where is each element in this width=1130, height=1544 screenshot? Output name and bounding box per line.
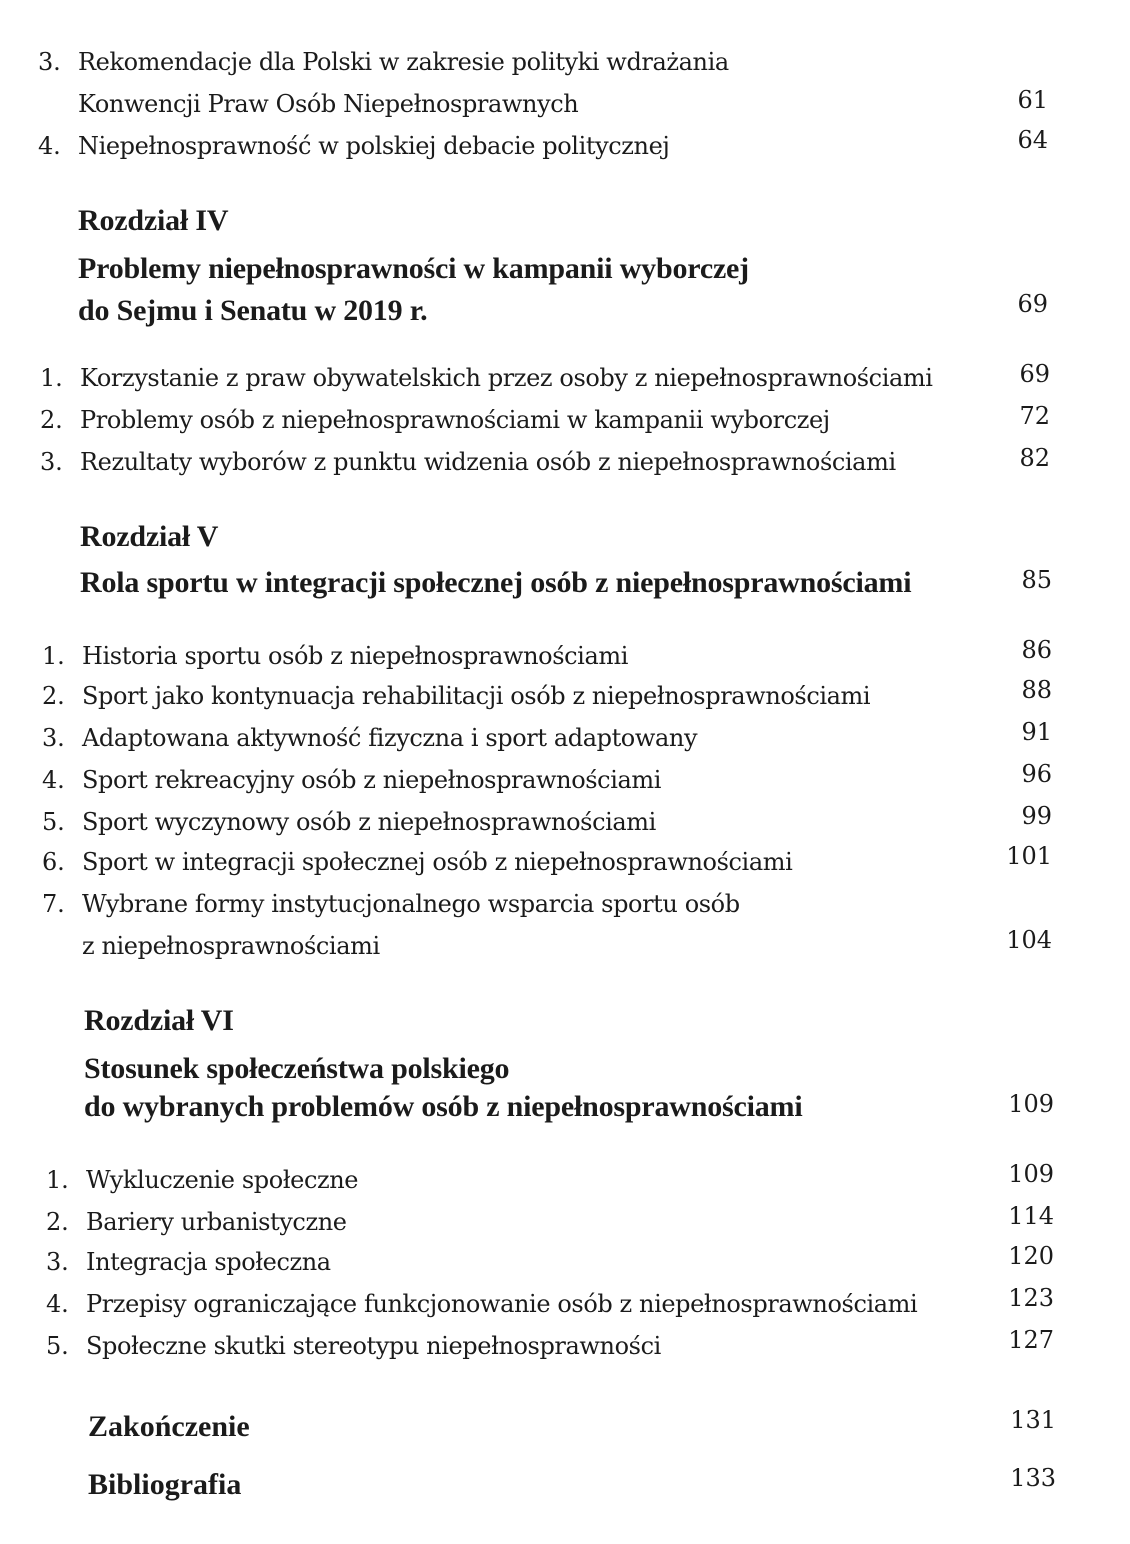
entry-number: 3. xyxy=(38,48,61,76)
entry-page: 64 xyxy=(1017,126,1048,154)
entry-page: 91 xyxy=(1021,718,1052,746)
entry-title: Wykluczenie społeczne xyxy=(86,1166,359,1194)
entry-title: Bariery urbanistyczne xyxy=(86,1208,347,1236)
entry-number: 2. xyxy=(42,682,65,710)
entry-page: 120 xyxy=(1008,1242,1054,1270)
chapter-title: Problemy niepełnosprawności w kampanii wyborczej xyxy=(78,252,749,285)
entry-title: Integracja społeczna xyxy=(86,1248,331,1276)
toc-entry xyxy=(0,126,1130,166)
entry-title: Sport rekreacyjny osób z niepełnosprawnościami xyxy=(82,766,662,794)
entry-number: 1. xyxy=(42,642,65,670)
entry-page: 127 xyxy=(1008,1326,1054,1354)
toc-entry-continued xyxy=(0,926,1130,966)
closing-title: Bibliografia xyxy=(88,1468,242,1501)
entry-number: 1. xyxy=(46,1166,69,1194)
entry-title: Adaptowana aktywność fizyczna i sport adaptowany xyxy=(82,724,698,752)
chapter-label: Rozdział V xyxy=(80,520,219,553)
entry-page: 72 xyxy=(1019,402,1050,430)
entry-title: Wybrane formy instytucjonalnego wsparcia sportu osób xyxy=(82,890,740,918)
toc-entry xyxy=(0,400,1130,440)
entry-number: 3. xyxy=(46,1248,69,1276)
toc-entry xyxy=(0,884,1130,924)
chapter-page: 109 xyxy=(1008,1090,1054,1118)
entry-number: 5. xyxy=(46,1332,69,1360)
chapter-page: 69 xyxy=(1017,290,1048,318)
entry-title: Historia sportu osób z niepełnosprawnościami xyxy=(82,642,628,670)
entry-title: Rekomendacje dla Polski w zakresie polityki wdrażania xyxy=(78,48,729,76)
toc-entry xyxy=(0,1202,1130,1242)
entry-number: 2. xyxy=(46,1208,69,1236)
chapter-title: do Sejmu i Senatu w 2019 r. xyxy=(78,294,428,327)
entry-page: 88 xyxy=(1021,676,1052,704)
entry-number: 6. xyxy=(42,848,65,876)
toc-entry xyxy=(0,358,1130,398)
entry-number: 1. xyxy=(40,364,63,392)
entry-title: Konwencji Praw Osób Niepełnosprawnych xyxy=(78,90,579,118)
entry-number: 2. xyxy=(40,406,63,434)
closing-page: 131 xyxy=(1010,1406,1056,1434)
entry-page: 82 xyxy=(1019,444,1050,472)
entry-number: 3. xyxy=(40,448,63,476)
entry-page: 114 xyxy=(1008,1202,1054,1230)
entry-title: Niepełnosprawność w polskiej debacie politycznej xyxy=(78,132,670,160)
entry-page: 96 xyxy=(1021,760,1052,788)
chapter-label: Rozdział VI xyxy=(84,1004,234,1037)
toc-entry xyxy=(0,442,1130,482)
entry-page: 109 xyxy=(1008,1160,1054,1188)
entry-title: Rezultaty wyborów z punktu widzenia osób z niepełnosprawnościami xyxy=(80,448,896,476)
entry-number: 5. xyxy=(42,808,65,836)
entry-page: 86 xyxy=(1021,636,1052,664)
entry-title: Przepisy ograniczające funkcjonowanie osób z niepełnosprawnościami xyxy=(86,1290,918,1318)
closing-title: Zakończenie xyxy=(88,1410,250,1443)
closing-page: 133 xyxy=(1010,1464,1056,1492)
entry-number: 4. xyxy=(46,1290,69,1318)
toc-entry xyxy=(0,842,1130,882)
entry-title: Korzystanie z praw obywatelskich przez osoby z niepełnosprawnościami xyxy=(80,364,933,392)
entry-title: Społeczne skutki stereotypu niepełnosprawności xyxy=(86,1332,661,1360)
toc-entry xyxy=(0,1284,1130,1324)
chapter-label: Rozdział IV xyxy=(78,204,229,237)
entry-title: Sport jako kontynuacja rehabilitacji osób z niepełnosprawnościami xyxy=(82,682,871,710)
chapter-title: Rola sportu w integracji społecznej osób z niepełnosprawnościami xyxy=(80,566,912,599)
toc-entry xyxy=(0,718,1130,758)
entry-title: Sport w integracji społecznej osób z niepełnosprawnościami xyxy=(82,848,793,876)
entry-number: 7. xyxy=(42,890,65,918)
entry-number: 3. xyxy=(42,724,65,752)
toc-entry-continued xyxy=(0,84,1130,124)
entry-title: z niepełnosprawnościami xyxy=(82,932,380,960)
chapter-page: 85 xyxy=(1021,566,1052,594)
entry-title: Problemy osób z niepełnosprawnościami w kampanii wyborczej xyxy=(80,406,830,434)
entry-number: 4. xyxy=(38,132,61,160)
entry-page: 61 xyxy=(1017,86,1048,114)
toc-entry xyxy=(0,760,1130,800)
entry-page: 101 xyxy=(1006,842,1052,870)
entry-page: 99 xyxy=(1021,802,1052,830)
toc-entry xyxy=(0,1326,1130,1366)
toc-entry xyxy=(0,676,1130,716)
entry-page: 123 xyxy=(1008,1284,1054,1312)
entry-number: 4. xyxy=(42,766,65,794)
toc-entry xyxy=(0,42,1130,82)
entry-page: 104 xyxy=(1006,926,1052,954)
chapter-title: do wybranych problemów osób z niepełnosprawnościami xyxy=(84,1090,803,1123)
toc-entry xyxy=(0,1242,1130,1282)
toc-entry xyxy=(0,1160,1130,1200)
chapter-title: Stosunek społeczeństwa polskiego xyxy=(84,1052,510,1085)
entry-title: Sport wyczynowy osób z niepełnosprawnościami xyxy=(82,808,656,836)
toc-entry xyxy=(0,636,1130,676)
toc-entry xyxy=(0,802,1130,842)
entry-page: 69 xyxy=(1019,360,1050,388)
